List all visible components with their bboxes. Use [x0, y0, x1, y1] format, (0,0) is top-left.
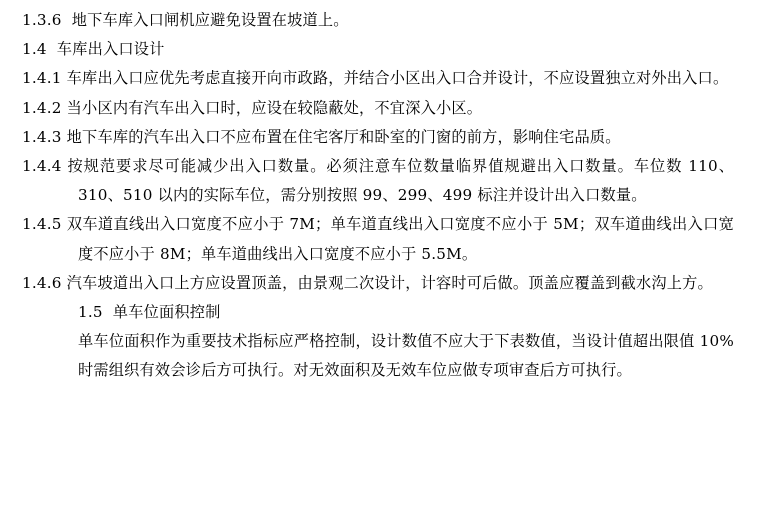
clause-paragraph: 1.4.1 车库出入口应优先考虑直接开向市政路，并结合小区出入口合并设计，不应设置独立对外出入口。 [22, 69, 729, 88]
clause-paragraph: 1.4.5 双车道直线出入口宽度不应小于 7M；单车道直线出入口宽度不应小于 5M；双车道曲线出入口宽度不应小于 8M；单车道曲线出入口宽度不应小于 5.5M。 [22, 215, 734, 263]
clause-paragraph: 1.4.3 地下车库的汽车出入口不应布置在住宅客厅和卧室的门窗的前方，影响住宅品质。 [22, 127, 621, 146]
section-heading: 1.5 单车位面积控制 [78, 302, 221, 321]
clause-paragraph: 1.3.6 地下车库入口闸机应避免设置在坡道上。 [22, 11, 349, 29]
section-heading: 1.4 车库出入口设计 [22, 40, 165, 59]
clause-paragraph: 1.4.4 按规范要求尽可能减少出入口数量。必须注意车位数量临界值规避出入口数量。车位数 110、310、510 以内的实际车位，需分别按照 99、299、499 标注并设计出入口数量。 [22, 156, 734, 205]
clause-paragraph: 1.4.2 当小区内有汽车出入口时，应设在较隐蔽处，不宜深入小区。 [22, 98, 483, 117]
clause-paragraph: 1.4.6 汽车坡道出入口上方应设置顶盖，由景观二次设计，计容时可后做。顶盖应覆盖到截水沟上方。 [22, 273, 713, 292]
body-paragraph: 单车位面积作为重要技术指标应严格控制，设计数值不应大于下表数值，当设计值超出限值 10%时需组织有效会诊后方可执行。对无效面积及无效车位应做专项审查后方可执行。 [78, 332, 734, 380]
